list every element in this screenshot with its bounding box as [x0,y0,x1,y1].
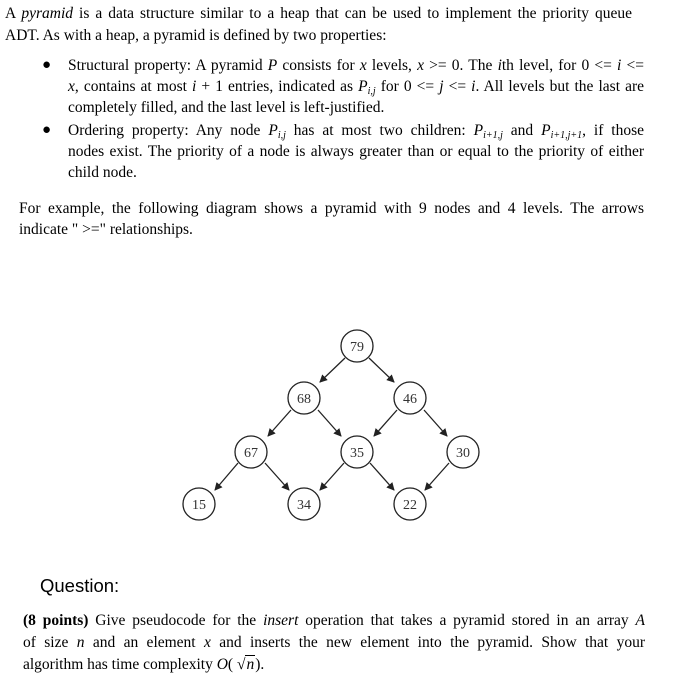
text-fragment: indicate " >=" relationships. [19,221,193,238]
text-fragment: for 0 <= [375,78,440,95]
text-fragment: child node. [68,164,137,181]
var: O [216,656,228,673]
edge-arrow [369,358,394,382]
node-label: 15 [192,498,206,513]
bullet-icon: ● [42,122,52,138]
node-30 [447,436,479,468]
node-34 [288,488,320,520]
text-fragment: >= 0. The [423,57,498,74]
var: n [76,634,85,651]
node-label: 46 [403,392,417,407]
var: j [439,78,444,95]
text-fragment: . All levels but the last are [475,78,644,95]
var: P [267,57,278,74]
text-fragment: , contains at most [74,78,193,95]
var: P [268,122,278,139]
node-15 [183,488,215,520]
var: P [473,122,484,139]
question-line-1 [23,610,645,631]
subscript: i,j [277,130,286,141]
question-line-3 [23,654,645,675]
var: x [68,78,75,95]
node-label: 67 [244,446,258,461]
var: x [359,57,367,74]
text-fragment: and an element [84,634,204,651]
var: x [417,57,424,74]
text-fragment: A pyramid [191,57,268,74]
var: i [497,57,502,74]
text-fragment: <= [443,78,472,95]
text-fragment: and inserts the new element into the pyramid. Show that your [210,634,645,651]
text-fragment: Any node [188,122,269,139]
node-68 [288,382,320,414]
sqrt-expression [237,654,255,675]
var: P [541,122,551,139]
term-insert: insert [263,612,299,629]
var: P [358,78,368,95]
node-label: 68 [297,392,311,407]
text-fragment: ADT. As with a heap, a pyramid is defined by two properties: [5,27,387,44]
node-35 [341,436,373,468]
node-67 [235,436,267,468]
edge-arrow [268,410,291,436]
bullet-icon: ● [42,57,52,73]
text-fragment: operation that takes a pyramid stored in an array [298,612,636,629]
text-fragment: ( [227,656,237,673]
text-fragment: algorithm has time complexity [23,656,217,673]
diagram-edges [215,358,449,490]
text-fragment: A [5,5,22,22]
edge-arrow [424,410,447,436]
text-fragment: is a data structure similar to a heap that can be used to implement the priority queue [73,5,632,22]
text-fragment: For example, the following diagram shows a pyramid with 9 nodes and 4 levels. The arrows [19,200,644,217]
node-label: 22 [403,498,417,513]
structural-label: Structural property: [68,57,192,74]
var: i [192,78,197,95]
text-fragment: , if those [582,122,644,139]
edge-arrow [320,463,344,490]
text-fragment: and [502,122,542,139]
edge-arrow [265,463,289,490]
text-fragment: of size [23,634,77,651]
text-fragment: completely filled, and the last level is left-justified. [68,99,385,116]
subscript: i+1,j [483,130,503,141]
var: i [471,78,476,95]
node-46 [394,382,426,414]
node-label: 30 [456,446,470,461]
node-79 [341,330,373,362]
subscript: i,j [367,86,376,97]
sqrt-symbol: √ [236,656,246,673]
text-fragment: has at most two children: [285,122,474,139]
node-22 [394,488,426,520]
node-label: 34 [297,498,311,513]
edge-arrow [374,410,397,436]
var: A [635,612,646,629]
question-points: (8 points) [23,612,89,629]
text-fragment: nodes exist. The priority of a node is always greater than or equal to the priority of either [68,143,644,160]
subscript: i+1,j+1 [550,130,583,141]
edge-arrow [370,463,394,490]
question-heading: Question: [40,575,120,596]
text-fragment: <= [621,57,645,74]
text-fragment: + 1 entries, indicated as [196,78,359,95]
node-label: 79 [350,340,364,355]
var: i [617,57,622,74]
var: x [203,634,211,651]
text-fragment: ). [255,656,265,673]
term-pyramid: pyramid [21,5,74,22]
edge-arrow [425,463,449,490]
text-fragment: levels, [366,57,418,74]
edge-arrow [215,463,238,490]
text-fragment: Give pseudocode for the [88,612,264,629]
question-line-2 [23,632,645,653]
text-fragment: th level, for 0 <= [501,57,618,74]
var: n [246,656,255,673]
text-fragment: consists for [277,57,360,74]
ordering-label: Ordering property: [68,122,189,139]
edge-arrow [320,358,345,382]
edge-arrow [318,410,341,436]
node-label: 35 [350,446,364,461]
